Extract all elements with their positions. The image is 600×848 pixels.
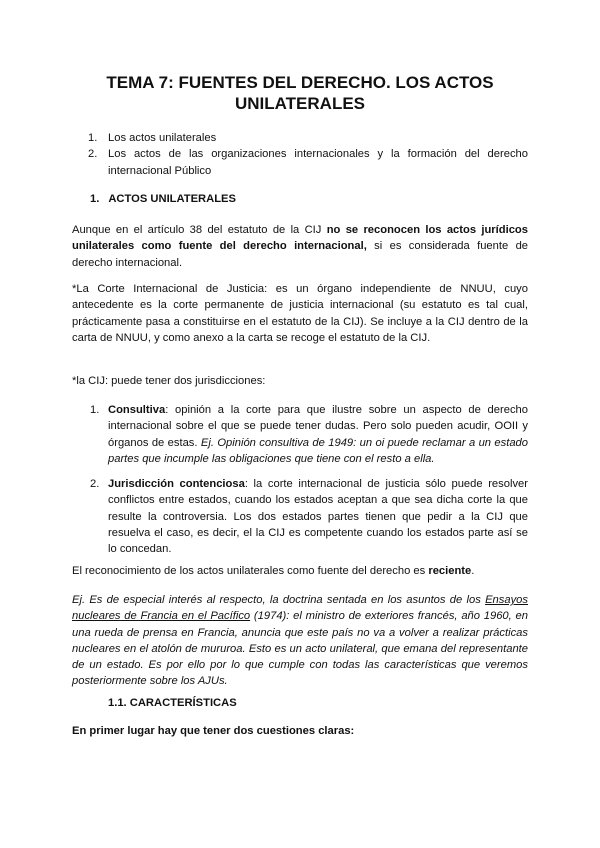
section-number: 1. <box>90 193 100 205</box>
paragraph-cij: *La Corte Internacional de Justicia: es un órgano independiente de NNUU, cuyo antecedente es la corte permanente de justicia internacional (su estatuto es tal cual, prácticamente pasa a constituirse en el estatuto de la CIJ). Se incluye a la CIJ dentro de la carta de NNUU, y como anexo a la carta se recoge el estatuto de la CIJ. <box>72 283 528 344</box>
paragraph-jurisdictions: *la CIJ: puede tener dos jurisdicciones: <box>72 375 266 387</box>
lead-sentence: En primer lugar hay que tener dos cuestiones claras: <box>72 725 355 737</box>
index-item-number: 1. <box>88 132 98 144</box>
jurisdiction-item <box>90 402 528 467</box>
jurisdiction-number: 1. <box>90 404 100 416</box>
jurisdiction-term: Jurisdicción contenciosa <box>108 478 245 490</box>
jurisdiction-example: Ej. Opinión consultiva de 1949: un oi puede reclamar a un estado partes que incumple las obligaciones que tiene con el resto a ella. <box>108 436 528 465</box>
paragraph-intro <box>72 222 528 271</box>
jurisdiction-number: 2. <box>90 478 100 490</box>
section-title: ACTOS UNILATERALES <box>108 193 236 205</box>
index-item-text: Los actos de las organizaciones internacionales y la formación del derecho internacional Público <box>108 148 528 177</box>
paragraph-recognition <box>72 563 528 579</box>
paragraph-text: Aunque en el artículo 38 del estatuto de la CIJ <box>72 224 327 236</box>
paragraph-example <box>72 592 528 690</box>
jurisdiction-text: : la corte internacional de justicia sólo puede resolver conflictos entre estados, cuando los estados aceptan a que sea dicha corte la que resulte la controversia. Los dos estados partes tienen que pedir a la CIJ que resuelva el caso, es decir, el la CIJ es competente cuando los estados parte así se lo concedan. <box>108 478 528 556</box>
subsection-heading: 1.1. CARACTERÍSTICAS <box>108 697 237 709</box>
index-item <box>88 146 528 179</box>
example-text: (1974): el ministro de exteriores francés, año 1960, en una rueda de prensa en Francia, anuncia que este país no va a volver a realizar prácticas nucleares en el atolón de mururoa. Esto es un acto unilateral, que emana del representante de un estado. Es por ello por lo que cumple con todas las características que veremos posteriormente sobre los AJUs. <box>72 610 528 688</box>
index-item-text: Los actos unilaterales <box>108 132 217 144</box>
section-heading <box>90 193 236 205</box>
example-text: Ej. Es de especial interés al respecto, la doctrina sentada en los asuntos de los <box>72 594 486 606</box>
jurisdiction-text: : opinión a la corte para que ilustre sobre un aspecto de derecho internacional sobre el que se puede tener dudas. Pero solo pueden acudir, OOII y órganos de estas. <box>108 404 528 449</box>
index-item <box>88 130 528 146</box>
example-link[interactable]: Ensayos nucleares de Francia en el Pacífico <box>72 594 528 623</box>
index-item-number: 2. <box>88 148 98 161</box>
jurisdiction-item <box>90 476 528 557</box>
jurisdiction-term: Consultiva <box>108 404 166 416</box>
paragraph-text: . <box>471 565 475 577</box>
paragraph-bold: reciente <box>428 565 472 577</box>
page-title: TEMA 7: FUENTES DEL DERECHO. LOS ACTOS UNILATERALES <box>106 73 494 113</box>
paragraph-text: si es considerada fuente de derecho internacional. <box>72 240 529 269</box>
index-list <box>88 130 528 179</box>
paragraph-text: El reconocimiento de los actos unilaterales como fuente del derecho es <box>72 565 429 577</box>
paragraph-bold: no se reconocen los actos jurídicos unilaterales como fuente del derecho internacional, <box>72 224 528 253</box>
